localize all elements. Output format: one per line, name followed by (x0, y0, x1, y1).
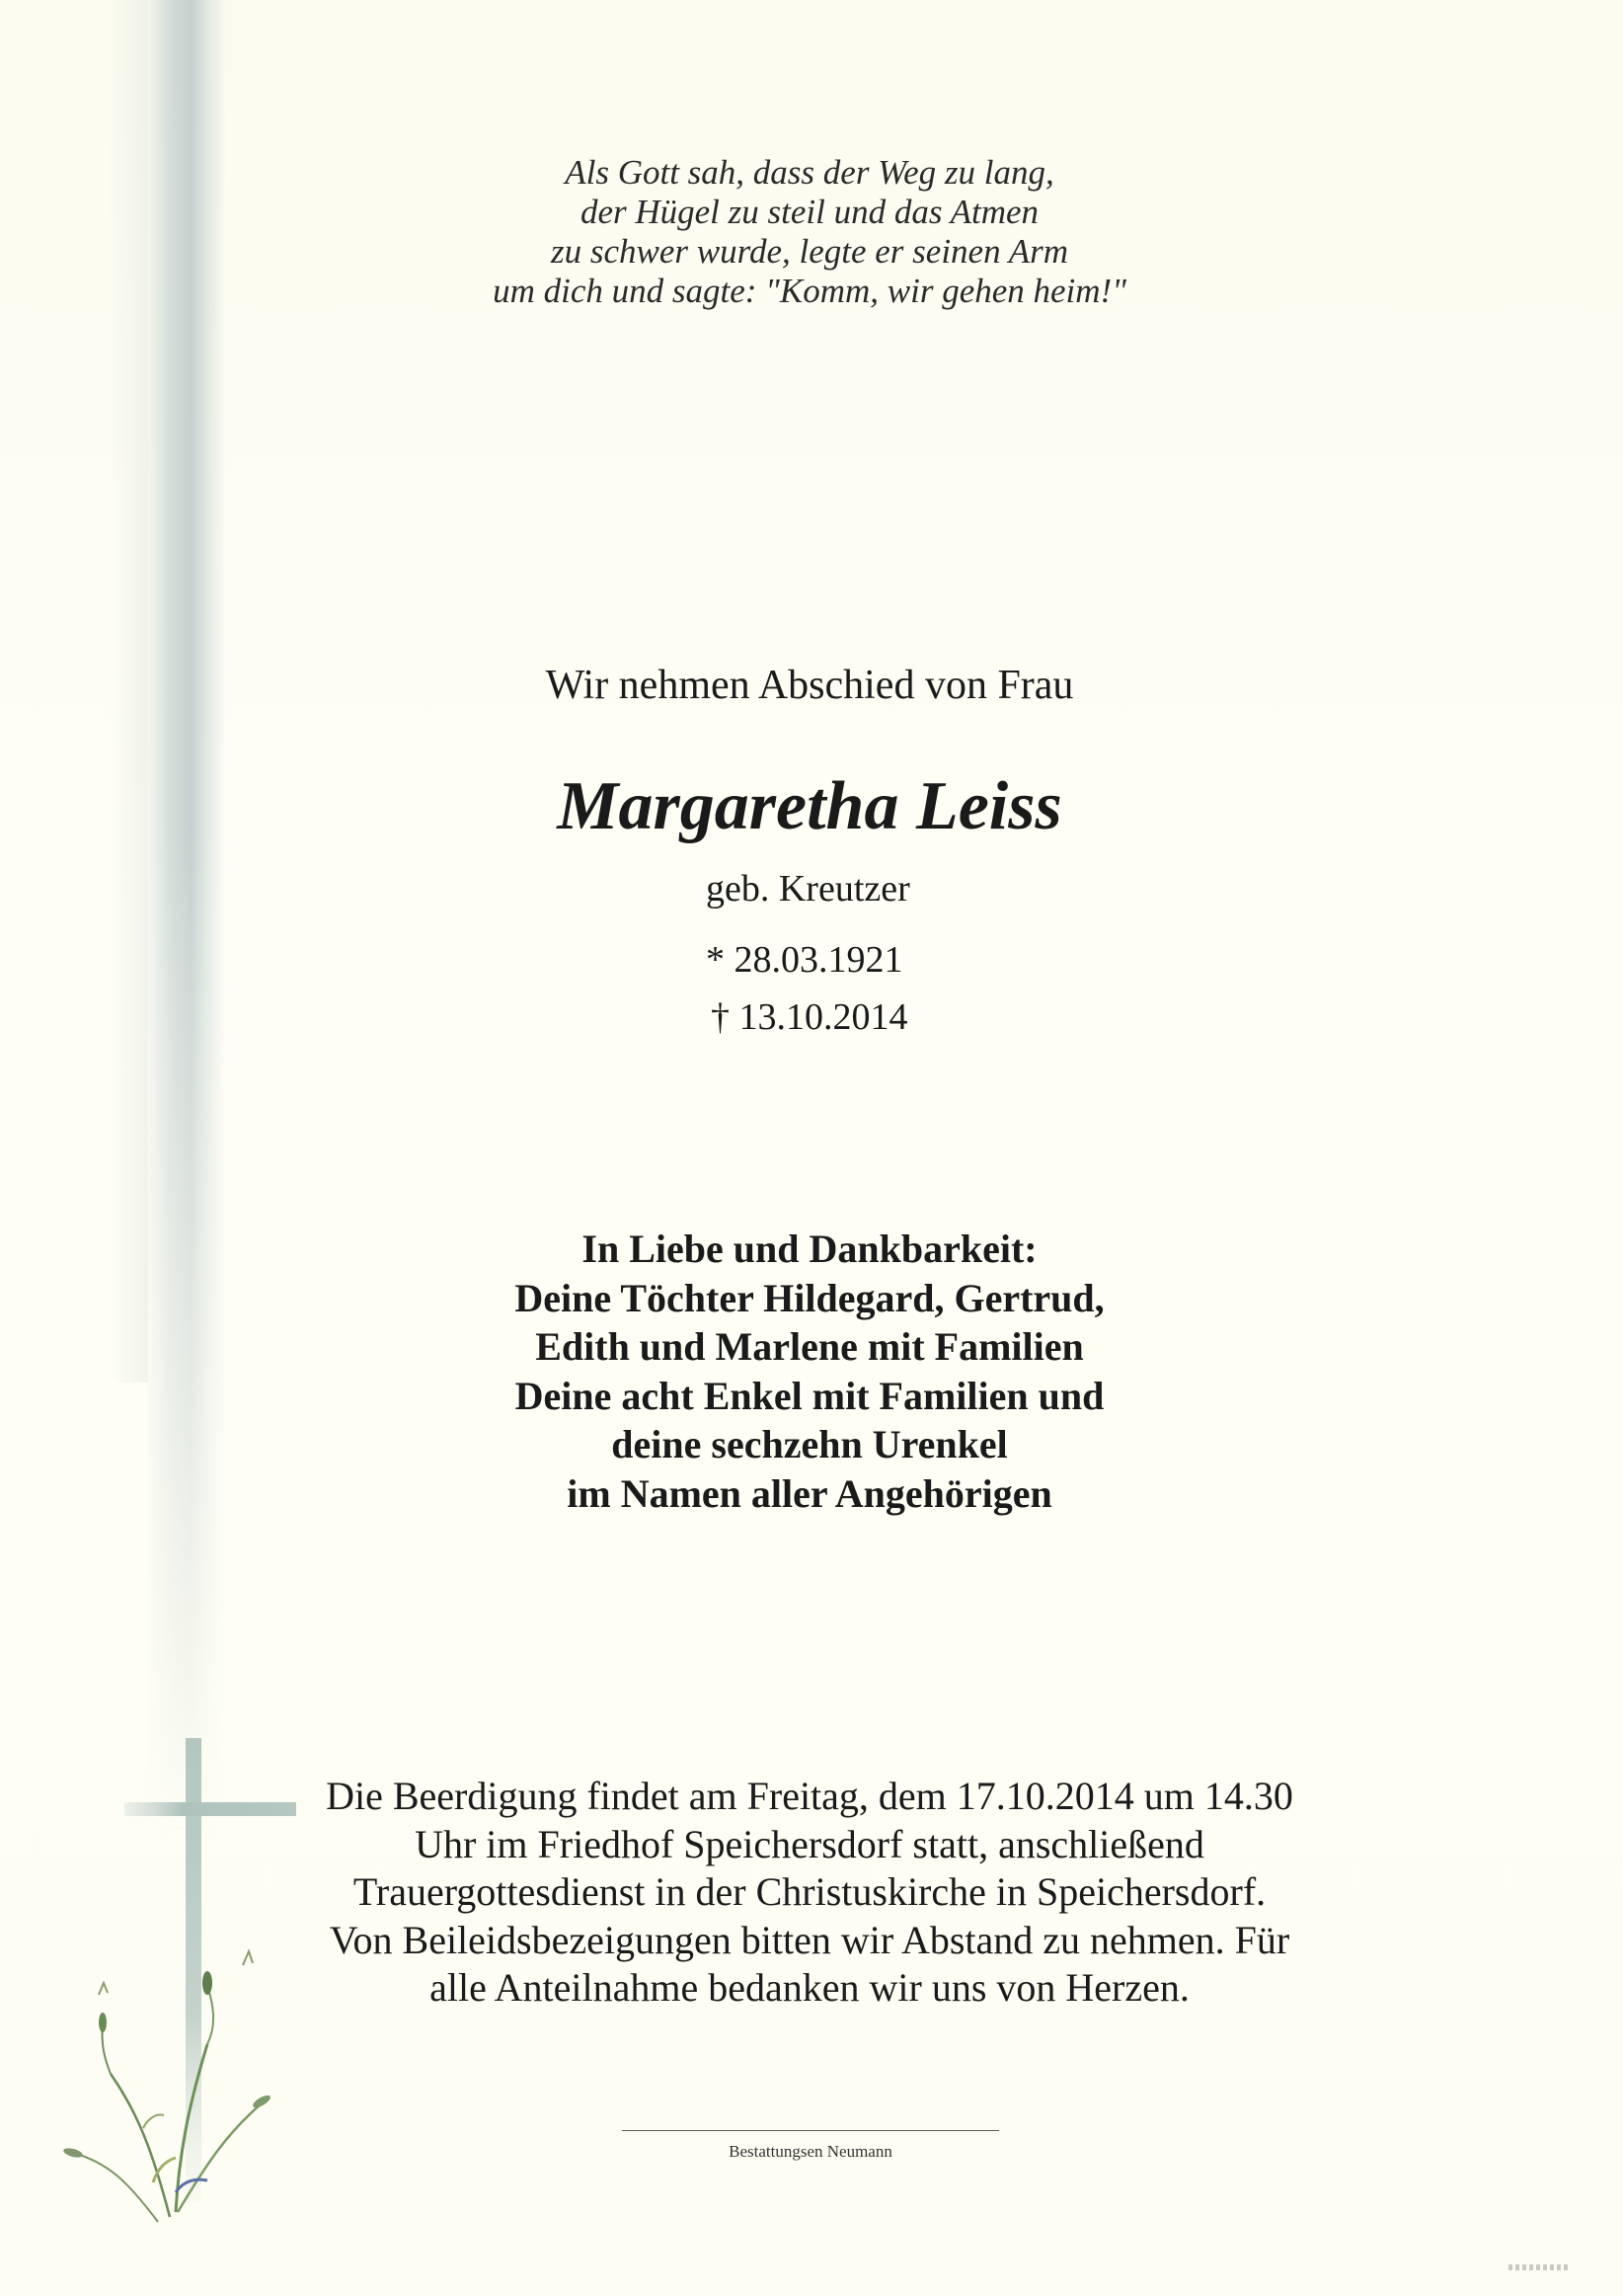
birth-name: geb. Kreutzer (706, 868, 910, 910)
signature-divider (622, 2130, 999, 2131)
funeral-line: Von Beileidsbezeigungen bitten wir Abstand zu nehmen. Für (329, 1917, 1290, 1962)
mourners-line: Deine Töchter Hildegard, Gertrud, (514, 1275, 1105, 1320)
death-date: † 13.10.2014 (711, 996, 908, 1038)
poem-line: um dich und sagte: "Komm, wir gehen heim!" (493, 272, 1126, 310)
mourners-line: Deine acht Enkel mit Familien und (514, 1373, 1105, 1418)
funeral-line: alle Anteilnahme bedanken wir uns von Herzen. (429, 1965, 1190, 2010)
print-mark (1508, 2264, 1568, 2270)
mourners-line: In Liebe und Dankbarkeit: (581, 1227, 1038, 1271)
undertaker-name: Bestattungsen Neumann (729, 2142, 892, 2161)
farewell-intro: Wir nehmen Abschied von Frau (545, 663, 1074, 708)
birth-date: * 28.03.1921 (706, 939, 903, 981)
poem-line: der Hügel zu steil und das Atmen (580, 193, 1040, 231)
decorative-vertical-band (148, 0, 225, 1837)
mourners-line: Edith und Marlene mit Familien (535, 1324, 1084, 1369)
deceased-name: Margaretha Leiss (557, 768, 1062, 844)
funeral-line: Trauergottesdienst in der Christuskirche in Speichersdorf. (352, 1869, 1267, 1914)
decorative-band-shadow (109, 0, 148, 1383)
mourners-line: deine sechzehn Urenkel (611, 1422, 1008, 1466)
funeral-line: Uhr im Friedhof Speichersdorf statt, anschließend (415, 1821, 1204, 1866)
funeral-notice (247, 1773, 1372, 2013)
mourners-list (395, 1225, 1224, 1518)
poem-line: Als Gott sah, dass der Weg zu lang, (565, 153, 1054, 192)
memorial-poem (415, 153, 1204, 311)
funeral-line: Die Beerdigung findet am Freitag, dem 17.10.2014 um 14.30 (326, 1774, 1293, 1818)
poem-line: zu schwer wurde, legte er seinen Arm (551, 232, 1068, 271)
mourners-line: im Namen aller Angehörigen (567, 1470, 1052, 1516)
